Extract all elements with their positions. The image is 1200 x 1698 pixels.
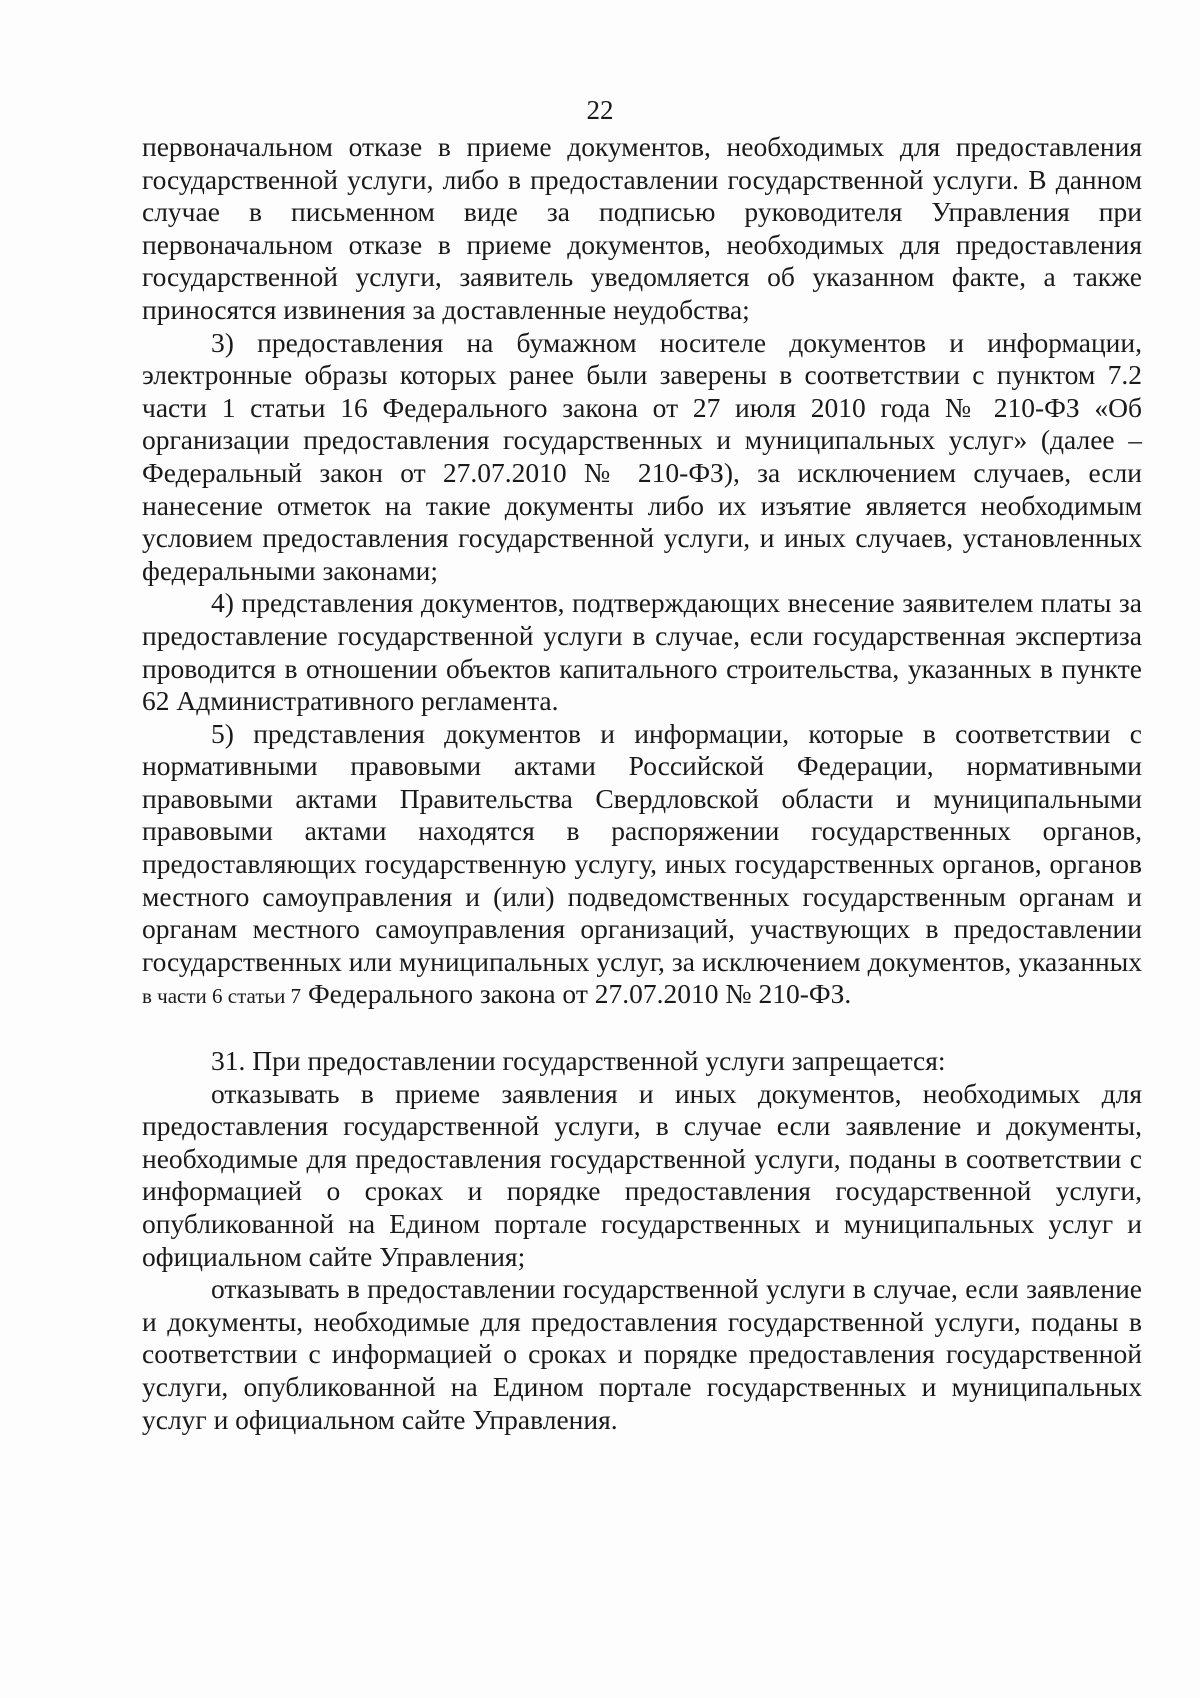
page-number: 22 (586, 95, 614, 125)
section-31-heading: 31. При предоставлении государственной услуги запрещается: (211, 1045, 946, 1077)
paragraph-item-3: 3) предоставления на бумажном носителе документов и информации, электронные образы которых ранее были заверены в соответствии с пунктом 7.2 части 1 статьи 16 Федерального закона от 27 июля 2010 года № 210-ФЗ «Об организации предоставления государственных и муниципальных услуг» (далее – Федеральный закон от 27.07.2010 № 210-ФЗ), за исключением случаев, если нанесение отметок на такие документы либо их изъятие является необходимым условием предоставления государственной услуги, и иных случаев, установленных федеральными законами; (142, 326, 1142, 586)
paragraph-item-5 (142, 718, 1142, 1013)
paragraph-prohibition-1: отказывать в приеме заявления и иных документов, необходимых для предоставления государственной услуги, в случае если заявление и документы, необходимые для предоставления государственной услуги, поданы в соответствии с информацией о сроках и порядке предоставления государственной услуги, опубликованной на Едином портале государственных и муниципальных услуг и официальном сайте Управления; (142, 1077, 1142, 1272)
paragraph-item-5-reference: в части 6 статьи 7 (142, 984, 302, 1009)
paragraph-prohibition-2: отказывать в предоставлении государственной услуги в случае, если заявление и документы, необходимые для предоставления государственной услуги, поданы в соответствии с информацией о сроках и порядке предоставления государственной услуги, опубликованной на Едином портале государственных и муниципальных услуг и официальном сайте Управления. (142, 1273, 1142, 1435)
paragraph-item-5-part-b: Федерального закона от 27.07.2010 № 210-ФЗ. (307, 978, 852, 1010)
paragraph-item-5-part-a: 5) представления документов и информации, которые в соответствии с нормативными правовыми актами Российской Федерации, нормативными правовыми актами Правительства Свердловской области и муниципальными правовыми актами находятся в распоряжении государственных органов, предоставляющих государственную услугу, иных государственных органов, органов местного самоуправления и (или) подведомственных государственным органам и органам местного самоуправления организаций, участвующих в предоставлении государственных или муниципальных услуг, за исключением документов, указанных (142, 717, 1142, 977)
document-body (142, 131, 1142, 1436)
paragraph-continuation: первоначальном отказе в приеме документов, необходимых для предоставления государственной услуги, либо в предоставлении государственной услуги. В данном случае в письменном виде за подписью руководителя Управления при первоначальном отказе в приеме документов, необходимых для предоставления государственной услуги, заявитель уведомляется об указанном факте, а также приносятся извинения за доставленные неудобства; (142, 131, 1142, 325)
paragraph-item-4: 4) представления документов, подтверждающих внесение заявителем платы за предоставление государственной услуги в случае, если государственная экспертиза проводится в отношении объектов капитального строительства, указанных в пункте 62 Административного регламента. (142, 587, 1142, 717)
